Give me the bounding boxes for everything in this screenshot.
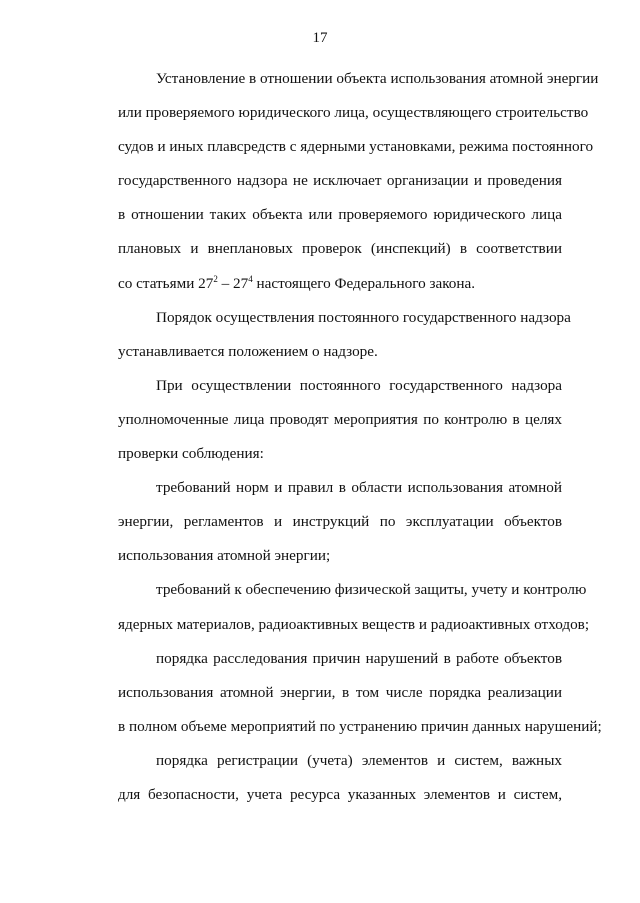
paragraph-7: [80, 744, 562, 812]
paragraph-5: [80, 573, 590, 641]
paragraph-3: [80, 369, 562, 471]
ref-superscript: 4: [248, 273, 253, 284]
document-body: [80, 62, 602, 812]
paragraph-1: [80, 62, 599, 301]
paragraph-line: в полном объеме мероприятий по устранению причин данных нарушений;: [118, 717, 602, 735]
paragraph-line: плановых и внеплановых проверок (инспекций) в соответствии: [118, 240, 562, 258]
paragraph-line: требований к обеспечению физической защиты, учету и контролю: [156, 581, 587, 599]
paragraph-line: уполномоченные лица проводят мероприятия по контролю в целях: [118, 410, 562, 428]
paragraph-line: устанавливается положением о надзоре.: [118, 342, 378, 360]
paragraph-line: в отношении таких объекта или проверяемого юридического лица: [118, 206, 562, 224]
paragraph-line: проверки соблюдения:: [118, 445, 264, 463]
paragraph-line: энергии, регламентов и инструкций по эксплуатации объектов: [118, 513, 562, 531]
ref-text-post: настоящего Федерального закона.: [252, 274, 476, 292]
paragraph-6: [80, 642, 602, 744]
paragraph-line: использования атомной энергии;: [118, 547, 331, 565]
paragraph-line: порядка регистрации (учета) элементов и систем, важных: [156, 751, 562, 769]
paragraph-line: Порядок осуществления постоянного государственного надзора: [156, 308, 571, 326]
paragraph-line: государственного надзора не исключает организации и проведения: [118, 172, 562, 190]
page-number: 17: [312, 30, 328, 46]
paragraph-line: судов и иных плавсредств с ядерными установками, режима постоянного: [118, 138, 594, 156]
ref-text-mid: – 27: [217, 274, 249, 292]
ref-superscript: 2: [213, 273, 218, 284]
paragraph-line: или проверяемого юридического лица, осуществляющего строительство: [118, 104, 589, 122]
paragraph-line-with-article-refs: [80, 267, 562, 301]
paragraph-line: При осуществлении постоянного государственного надзора: [156, 376, 562, 394]
paragraph-line: для безопасности, учета ресурса указанных элементов и систем,: [118, 785, 562, 803]
paragraph-line: использования атомной энергии, в том числе порядка реализации: [118, 683, 562, 701]
paragraph-line: порядка расследования причин нарушений в работе объектов: [156, 649, 562, 667]
paragraph-line: требований норм и правил в области использования атомной: [156, 479, 562, 497]
paragraph-4: [80, 471, 562, 573]
paragraph-line: Установление в отношении объекта использования атомной энергии: [156, 70, 599, 87]
paragraph-2: [80, 301, 571, 369]
paragraph-line: ядерных материалов, радиоактивных веществ и радиоактивных отходов;: [118, 615, 590, 633]
ref-text-pre: со статьями 27: [118, 274, 214, 292]
